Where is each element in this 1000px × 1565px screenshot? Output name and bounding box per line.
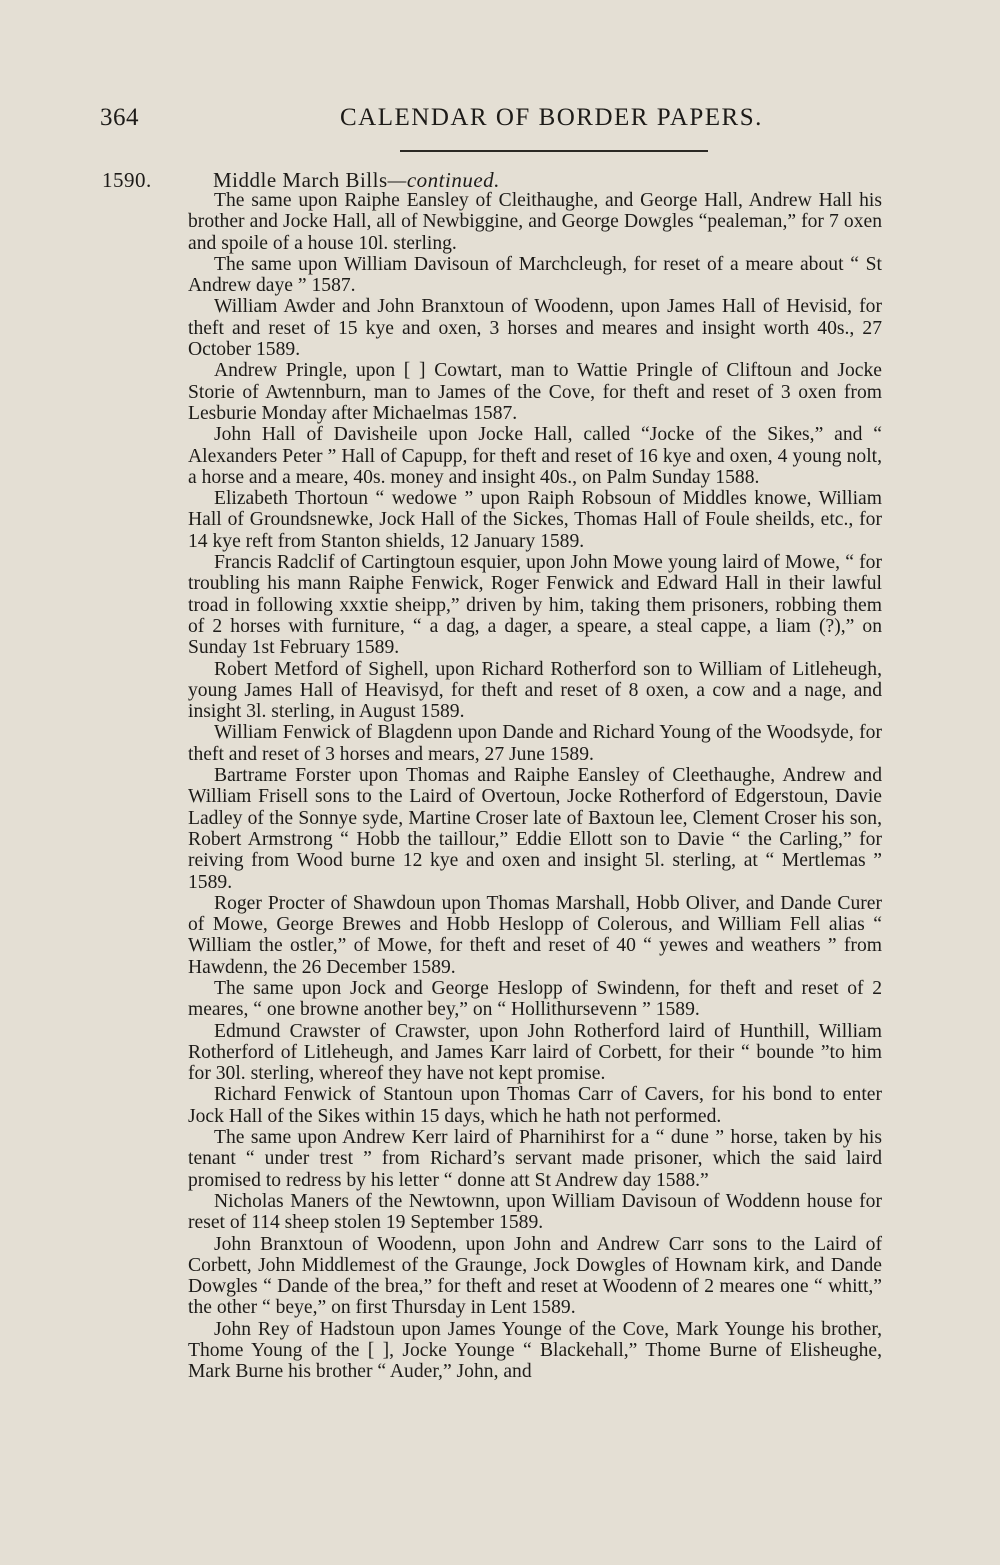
entry: John Branxtoun of Woodenn, upon John and Andrew Carr sons to the Laird of Corbett, John Middlemest of the Graunge, Jock Dowgles of Hownam kirk, and Dande Dowgles “ Dande of the brea,” for theft and reset at Woodenn of 2 meares one “ whitt,” the other “ beye,” on first Thursday in Lent 1589. [188, 1233, 882, 1319]
entry: Bartrame Forster upon Thomas and Raiphe Eansley of Cleethaughe, Andrew and William Frisell sons to the Laird of Overtoun, Jocke Rotherford of Edgerstoun, Davie Ladley of the Sonnye syde, Martine Croser late of Baxtoun lee, Clement Croser his son, Robert Armstrong “ Hobb the taillour,” Eddie Ellott son to Davie “ the Carling,” for reiving from Wood burne 12 kye and oxen and insight 5l. sterling, at “ Mertlemas ” 1589. [188, 765, 882, 893]
body-text [188, 190, 882, 1383]
entry: Francis Radclif of Cartingtoun esquier, upon John Mowe young laird of Mowe, “ for troubling his mann Raiphe Fenwick, Roger Fenwick and Edward Hall in their lawful troad in following xxxtie sheipp,” driven by him, taking them prisoners, robbing them of 2 horses with furniture, “ a dag, a dager, a speare, a steal cappe, a liam (?),” on Sunday 1st February 1589. [188, 552, 882, 659]
page-number: 364 [100, 104, 139, 131]
entry: The same upon Raiphe Eansley of Cleithaughe, and George Hall, Andrew Hall his brother and Jocke Hall, all of Newbiggine, and George Dowgles “pealeman,” for 7 oxen and spoile of a house 10l. sterling. [188, 190, 882, 254]
entry: Edmund Crawster of Crawster, upon John Rotherford laird of Hunthill, William Rotherford of Litleheugh, and James Karr laird of Corbett, for their “ bounde ”to him for 30l. sterling, whereof they have not kept promise. [188, 1020, 882, 1085]
entry: Richard Fenwick of Stantoun upon Thomas Carr of Cavers, for his bond to enter Jock Hall of the Sikes within 15 days, which he hath not performed. [188, 1084, 882, 1127]
entry: John Hall of Davisheile upon Jocke Hall, called “Jocke of the Sikes,” and “ Alexanders Peter ” Hall of Capupp, for theft and reset of 16 kye and oxen, 4 young nolt, a horse and a meare, 40s. money and insight 40s., on Palm Sunday 1588. [188, 424, 882, 488]
entry: Andrew Pringle, upon [ ] Cowtart, man to Wattie Pringle of Cliftoun and Jocke Storie of Awtennburn, man to James of the Cove, for theft and reset of 3 oxen from Lesburie Monday after Michaelmas 1587. [188, 360, 882, 424]
section-heading-continued: —continued. [387, 168, 500, 192]
section-heading-title: Middle March Bills [213, 168, 388, 192]
entry: Robert Metford of Sighell, upon Richard Rotherford son to William of Litleheugh, young James Hall of Heavisyd, for theft and reset of 8 oxen, a cow and a nage, and insight 3l. sterling, in August 1589. [188, 658, 882, 723]
page-header [0, 104, 1000, 144]
entry: William Fenwick of Blagdenn upon Dande and Richard Young of the Woodsyde, for theft and reset of 3 horses and mears, 27 June 1589. [188, 722, 882, 765]
entry: The same upon Jock and George Heslopp of Swindenn, for theft and reset of 2 meares, “ one browne another bey,” on “ Hollithursevenn ” 1589. [188, 977, 882, 1021]
entry: Elizabeth Thortoun “ wedowe ” upon Raiph Robsoun of Middles knowe, William Hall of Groundsnewke, Jock Hall of the Sickes, Thomas Hall of Foule sheilds, etc., for 14 kye reft from Stanton shields, 12 January 1589. [188, 488, 882, 552]
entry: Nicholas Maners of the Newtownn, upon William Davisoun of Woddenn house for reset of 114 sheep stolen 19 September 1589. [188, 1190, 882, 1234]
entry: Roger Procter of Shawdoun upon Thomas Marshall, Hobb Oliver, and Dande Curer of Mowe, George Brewes and Hobb Heslopp of Colerous, and William Fell alias “ William the ostler,” of Mowe, for theft and reset of 40 “ yewes and weathers ” from Hawdenn, the 26 December 1589. [188, 892, 882, 978]
entry: William Awder and John Branxtoun of Woodenn, upon James Hall of Hevisid, for theft and reset of 15 kye and oxen, 3 horses and meares and insight worth 40s., 27 October 1589. [188, 296, 882, 361]
entry: The same upon William Davisoun of Marchcleugh, for reset of a meare about “ St Andrew daye ” 1587. [188, 253, 882, 297]
running-title: CALENDAR OF BORDER PAPERS. [340, 104, 763, 131]
margin-year: 1590. [102, 168, 152, 192]
entry: John Rey of Hadstoun upon James Younge of the Cove, Mark Younge his brother, Thome Young of the [ ], Jocke Younge “ Blackehall,” Thome Burne of Elisheughe, Mark Burne his brother “ Auder,” John, and [188, 1318, 882, 1383]
entry: The same upon Andrew Kerr laird of Pharnihirst for a “ dune ” horse, taken by his tenant “ under trest ” from Richard’s servant made prisoner, which the said laird promised to redress by his letter “ donne att St Andrew day 1588.” [188, 1127, 882, 1191]
header-rule [400, 150, 708, 152]
